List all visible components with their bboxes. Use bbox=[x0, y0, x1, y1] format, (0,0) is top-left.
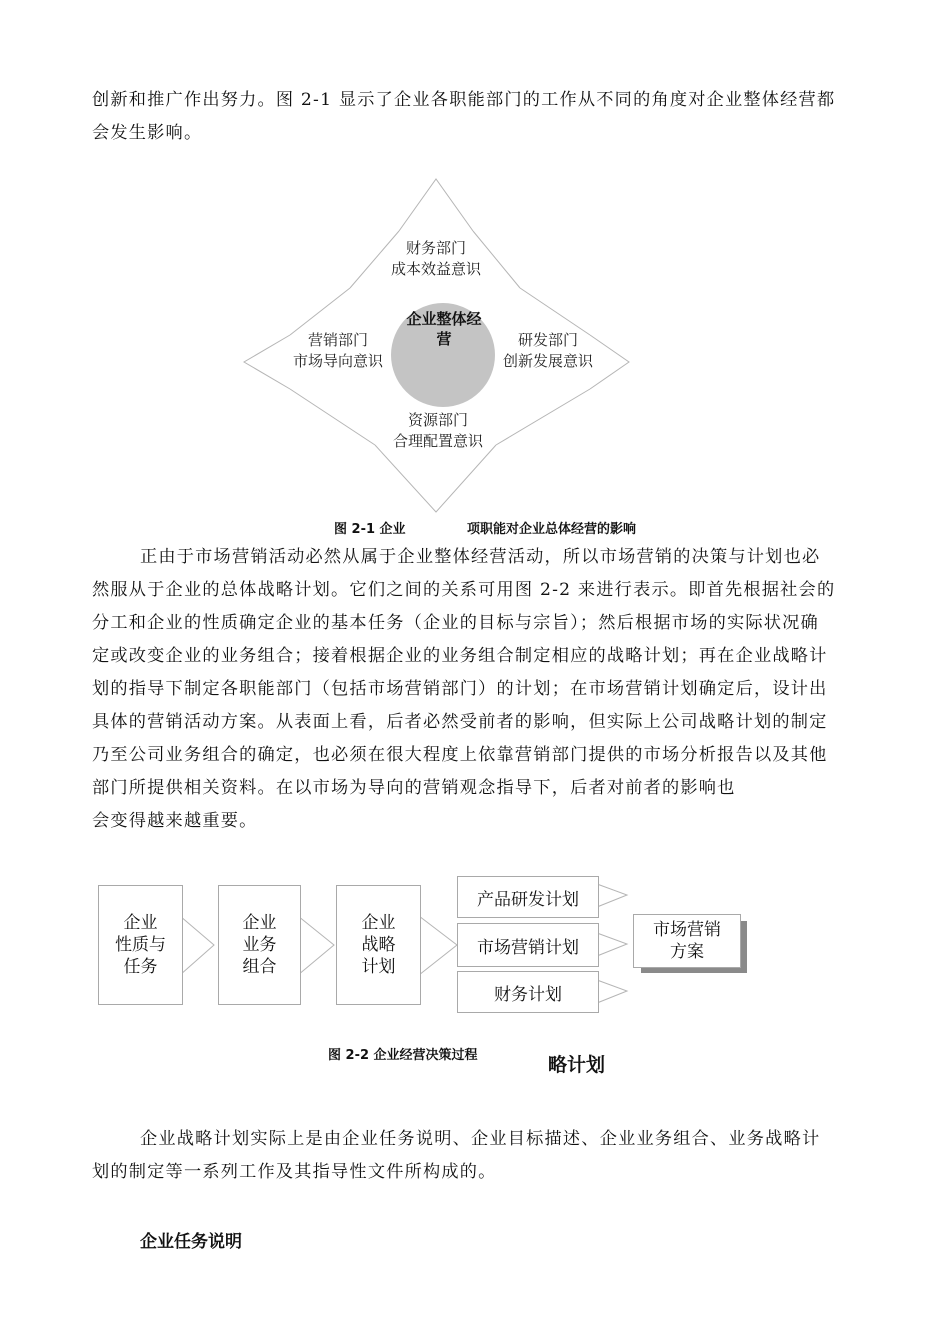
edge-lower-right bbox=[496, 389, 590, 445]
stage-strategic-plan-box bbox=[336, 885, 421, 1005]
edge-upper-left bbox=[290, 288, 350, 335]
plan-product-rd: 产品研发计划 bbox=[457, 876, 599, 918]
dept-awareness: 成本效益意识 bbox=[390, 260, 481, 278]
arrow-stage2 bbox=[298, 916, 334, 975]
rd-dept-label bbox=[490, 330, 606, 372]
figure-2-1-caption-left: 图 2-1 企业 bbox=[334, 522, 406, 537]
finance-dept-label bbox=[378, 238, 494, 280]
stage-nature-task-box bbox=[98, 885, 183, 1005]
center-label-line: 企业整体经 bbox=[406, 310, 482, 328]
box-line: 方案 bbox=[670, 942, 704, 962]
text-line: 分工和企业的性质确定企业的基本任务（企业的目标与宗旨）；然后根据市场的实际状况确 bbox=[92, 613, 819, 633]
box-line: 企业 bbox=[123, 913, 158, 933]
dept-awareness: 创新发展意识 bbox=[502, 352, 593, 370]
arrow-top bbox=[399, 179, 473, 231]
arrow-stage3 bbox=[419, 916, 457, 975]
text-line: 正由于市场营销活动必然从属于企业整体经营活动，所以市场营销的决策与计划也必 bbox=[140, 547, 821, 567]
box-line: 计划 bbox=[361, 957, 396, 977]
arrow-plan2 bbox=[597, 933, 627, 956]
dept-name: 营销部门 bbox=[307, 331, 368, 349]
plan-marketing: 市场营销计划 bbox=[457, 923, 599, 967]
box-line: 组合 bbox=[242, 957, 277, 977]
partial-heading: 略计划 bbox=[548, 1054, 606, 1076]
dept-awareness: 合理配置意识 bbox=[392, 432, 483, 450]
text-line: 会发生影响。 bbox=[92, 123, 203, 143]
text-line: 部门所提供相关资料。在以市场为导向的营销观念指导下，后者对前者的影响也 bbox=[92, 778, 736, 798]
text-line: 具体的营销活动方案。从表面上看，后者必然受前者的影响，但实际上公司战略计划的制定 bbox=[92, 712, 828, 732]
box-line: 战略 bbox=[361, 935, 396, 955]
plan-finance: 财务计划 bbox=[457, 971, 599, 1013]
text-line: 划的制定等一系列工作及其指导性文件所构成的。 bbox=[92, 1162, 497, 1182]
arrow-stage1 bbox=[180, 916, 214, 975]
arrow-plan1 bbox=[597, 884, 627, 907]
section-heading: 企业任务说明 bbox=[140, 1232, 242, 1252]
box-line: 市场营销 bbox=[653, 920, 721, 940]
stage-business-portfolio-box bbox=[218, 885, 301, 1005]
dept-name: 研发部门 bbox=[517, 331, 578, 349]
intro-paragraph bbox=[92, 84, 862, 150]
center-label bbox=[398, 309, 490, 349]
text-line: 然服从于企业的总体战略计划。它们之间的关系可用图 2-2 来进行表示。即首先根据社会的 bbox=[92, 580, 836, 600]
box-line: 业务 bbox=[242, 935, 277, 955]
box-line: 性质与 bbox=[115, 935, 166, 955]
figure-2-1-caption-right: 项职能对企业总体经营的影响 bbox=[467, 522, 637, 537]
box-line: 任务 bbox=[123, 957, 158, 977]
text-line: 划的指导下制定各职能部门（包括市场营销部门）的计划；在市场营销计划确定后，设计出 bbox=[92, 679, 828, 699]
box-line: 企业 bbox=[242, 913, 277, 933]
text-line: 创新和推广作出努力。图 2-1 显示了企业各职能部门的工作从不同的角度对企业整体经营都 bbox=[92, 90, 836, 110]
edge-upper-right bbox=[520, 288, 590, 335]
strategy-paragraph bbox=[92, 1123, 862, 1189]
center-label-line: 营 bbox=[436, 330, 452, 348]
resource-dept-label bbox=[380, 410, 496, 452]
arrow-plan3 bbox=[597, 980, 627, 1003]
main-paragraph bbox=[92, 541, 862, 838]
dept-name: 财务部门 bbox=[405, 239, 466, 257]
figure-2-2-caption: 图 2-2 企业经营决策过程 bbox=[328, 1048, 478, 1063]
dept-awareness: 市场导向意识 bbox=[292, 352, 383, 370]
arrow-bottom bbox=[375, 445, 496, 512]
edge-lower-left bbox=[290, 389, 375, 445]
marketing-dept-label bbox=[280, 330, 396, 372]
box-line: 企业 bbox=[361, 913, 396, 933]
text-line: 会变得越来越重要。 bbox=[92, 811, 258, 831]
marketing-program-box bbox=[633, 914, 741, 968]
dept-name: 资源部门 bbox=[407, 411, 468, 429]
text-line: 乃至公司业务组合的确定，也必须在很大程度上依靠营销部门提供的市场分析报告以及其他 bbox=[92, 745, 828, 765]
text-line: 企业战略计划实际上是由企业任务说明、企业目标描述、企业业务组合、业务战略计 bbox=[140, 1129, 821, 1149]
text-line: 定或改变企业的业务组合；接着根据企业的业务组合制定相应的战略计划；再在企业战略计 bbox=[92, 646, 828, 666]
